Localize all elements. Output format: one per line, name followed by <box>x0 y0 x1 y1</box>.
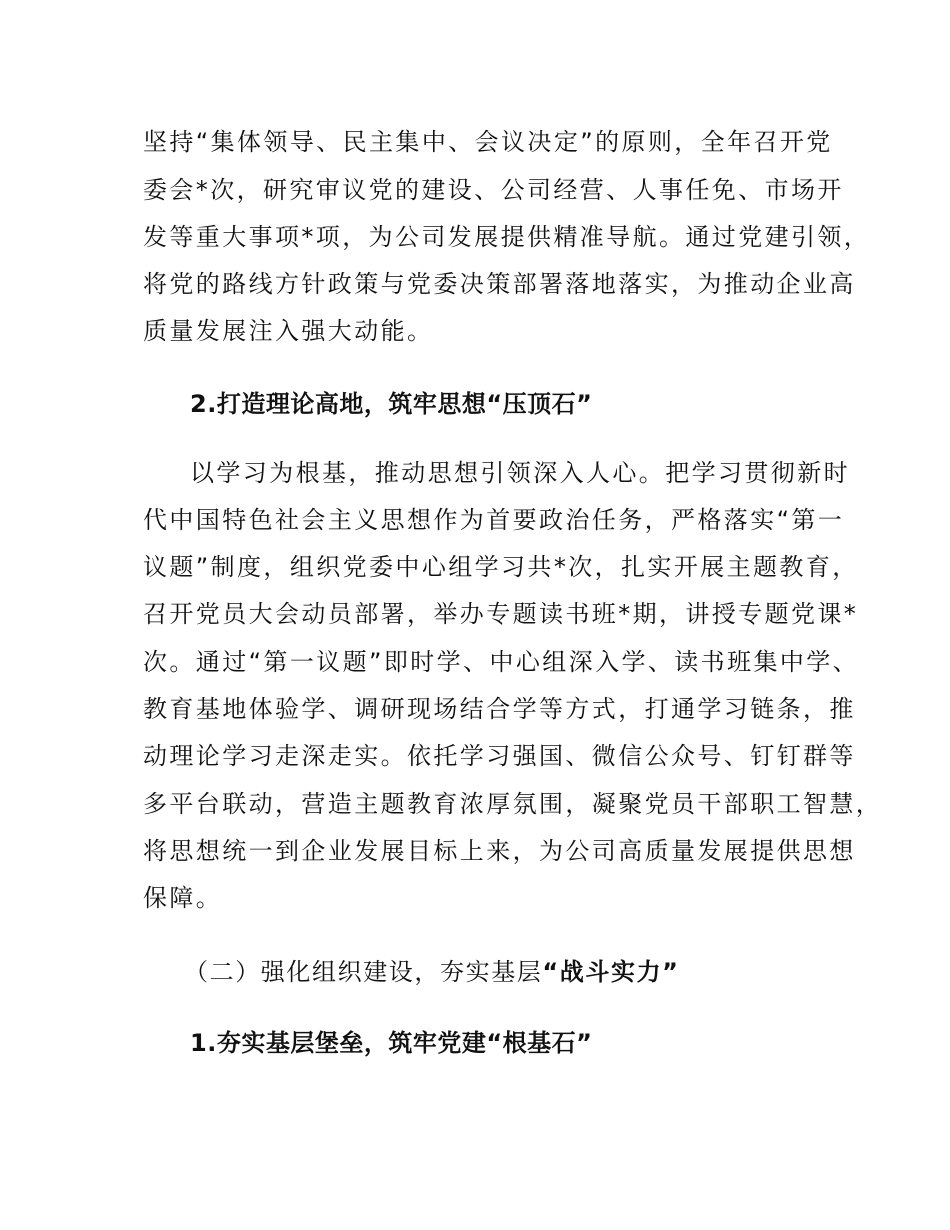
paragraph-line: 坚持“集体领导、民主集中、会议决定”的原则，全年召开党 <box>143 128 833 156</box>
paragraph-line: 议题”制度，组织党委中心组学习共*次，扎实开展主题教育， <box>143 553 859 581</box>
paragraph-line: 多平台联动，营造主题教育浓厚氛围，凝聚党员干部职工智慧， <box>143 790 883 818</box>
paragraph-line: 保障。 <box>143 884 223 912</box>
subsection-heading: 1.夯实基层堡垒，筑牢党建“根基石” <box>190 1029 593 1057</box>
paragraph-line: 动理论学习走深走实。依托学习强国、微信公众号、钉钉群等 <box>143 742 856 770</box>
paragraph-line: 召开党员大会动员部署，举办专题读书班*期，讲授专题党课* <box>143 600 859 628</box>
subsection-heading: 2.打造理论高地，筑牢思想“压顶石” <box>190 390 593 418</box>
paragraph-line: 教育基地体验学、调研现场结合学等方式，打通学习链条，推 <box>143 695 856 723</box>
paragraph-line: 委会*次，研究审议党的建设、公司经营、人事任免、市场开 <box>143 176 844 204</box>
paragraph-line: 发等重大事项*项，为公司发展提供精准导航。通过党建引领， <box>143 223 871 251</box>
paragraph-line: 代中国特色社会主义思想作为首要政治任务，严格落实“第一 <box>143 506 845 534</box>
section-heading-emphasis: “战斗实力” <box>542 958 680 986</box>
paragraph-line: 次。通过“第一议题”即时学、中心组深入学、读书班集中学、 <box>143 648 860 676</box>
paragraph-line: 以学习为根基，推动思想引领深入人心。把学习贯彻新时 <box>190 459 850 487</box>
paragraph-line: 质量发展注入强大动能。 <box>143 317 434 345</box>
section-heading <box>184 956 680 988</box>
paragraph-line: 将党的路线方针政策与党委决策部署落地落实，为推动企业高 <box>143 270 856 298</box>
paragraph-line: 将思想统一到企业发展目标上来，为公司高质量发展提供思想 <box>143 837 856 865</box>
section-heading-text: （二）强化组织建设，夯实基层 <box>184 958 543 986</box>
